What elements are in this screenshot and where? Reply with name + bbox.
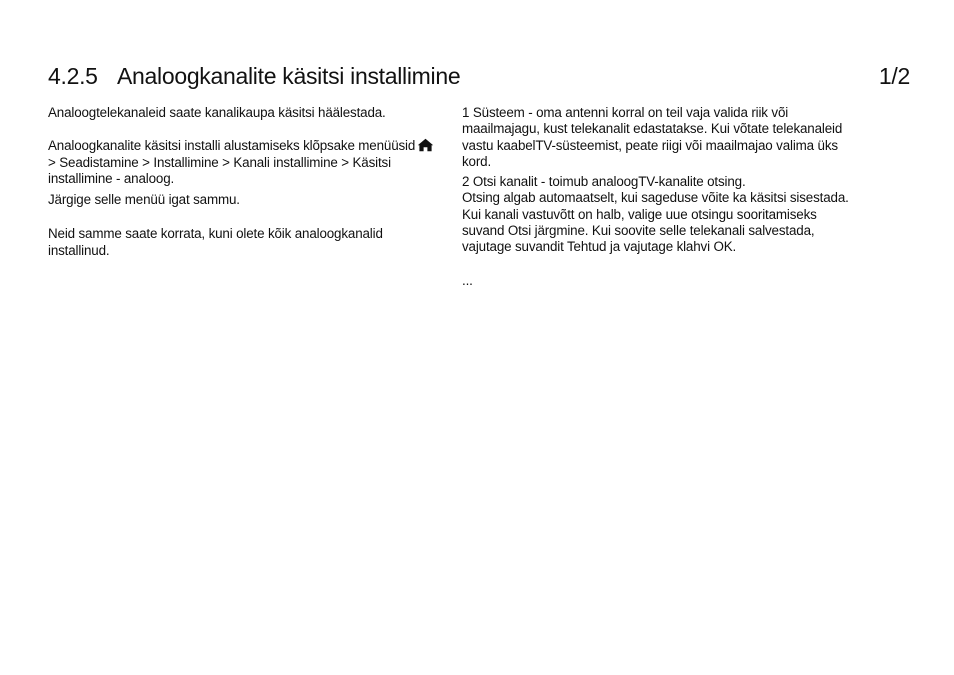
instructions-text-path: > Seadistamine > Installimine > Kanali installimine > Käsitsi installimine - analoog.	[48, 154, 391, 186]
right-column	[462, 105, 857, 289]
continuation-ellipsis: ...	[462, 272, 473, 288]
instructions-text-start: Analoogkanalite käsitsi installi alustamiseks klõpsake menüüsid	[48, 138, 416, 154]
step-system-paragraph: 1 Süsteem - oma antenni korral on teil vaja valida riik või maailmajagu, kust telekanalit edastatakse. Kui võtate telekanaleid vastu kaabelTV-süsteemist, peate riigi või maailmajao valima üks kord.	[462, 105, 843, 169]
page-indicator: 1/2	[878, 63, 910, 89]
step-search-paragraph: Otsing algab automaatselt, kui sageduse võite ka käsitsi sisestada. Kui kanali vastuvõtt on halb, valige uue otsingu sooritamiseks suvand Otsi järgmine. Kui soovite selle telekanali salvestada, vajutage suvandit Tehtud ja vajutage klahvi OK.	[462, 190, 849, 255]
follow-steps-text: Järgige selle menüü igat sammu.	[48, 192, 240, 208]
page-header	[48, 60, 910, 92]
page-title: Analoogkanalite käsitsi installimine	[117, 63, 461, 89]
instructions-paragraph	[48, 138, 443, 187]
section-number: 4.2.5	[48, 63, 98, 89]
home-icon	[417, 138, 434, 152]
repeat-steps-text: Neid samme saate korrata, kuni olete kõik analoogkanalid installinud.	[48, 226, 383, 258]
step-search-heading: 2 Otsi kanalit - toimub analoogTV-kanalite otsing.	[462, 174, 746, 190]
left-column	[48, 105, 443, 259]
intro-paragraph: Analoogtelekanaleid saate kanalikaupa käsitsi häälestada.	[48, 105, 386, 120]
